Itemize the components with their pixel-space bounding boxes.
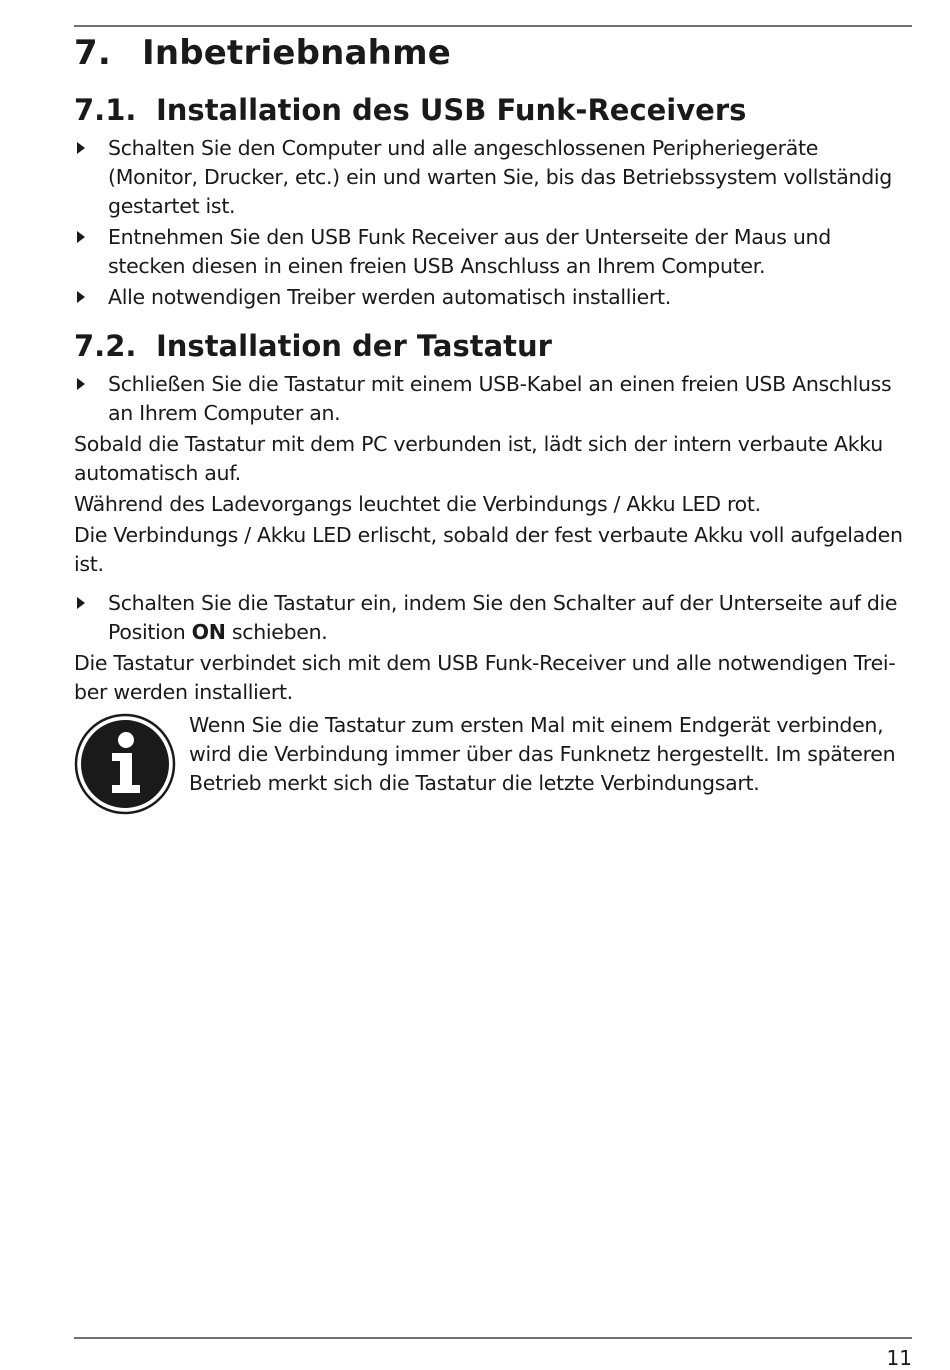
section-heading-keyboard (74, 326, 912, 366)
page-content (74, 30, 912, 815)
paragraph: Sobald die Tastatur mit dem PC verbunden ist, lädt sich der intern verbaute Akku automatisch auf. (74, 432, 883, 485)
paragraph: Die Verbindungs / Akku LED erlischt, sobald der fest verbaute Akku voll aufgeladen ist. (74, 523, 903, 576)
list-item-text: Entnehmen Sie den USB Funk Receiver aus der Unterseite der Maus und stecken diesen in einen freien USB Anschluss an Ihrem Computer. (108, 225, 831, 278)
chapter-title: Inbetriebnahme (142, 33, 451, 73)
list-item (74, 223, 912, 281)
list-item (74, 134, 912, 221)
section-number: 7.1. (74, 93, 137, 127)
list-item (74, 589, 912, 647)
page-number: 11 (886, 1346, 912, 1370)
info-icon (74, 713, 176, 815)
chapter-number: 7. (74, 33, 111, 73)
bold-text: ON (191, 620, 226, 644)
list-item (74, 370, 912, 428)
triangle-bullet-icon (74, 370, 108, 428)
header-rule (74, 25, 912, 27)
note-text: Wenn Sie die Tastatur zum ersten Mal mit einem Endgerät verbinden, wird die Verbindung immer über das Funknetz hergestellt. Im späteren Betrieb merkt sich die Tastatur die letzte Verbindungsart. (189, 713, 896, 795)
text-run: schieben. (225, 620, 328, 644)
section-title: Installation der Tastatur (156, 329, 552, 363)
triangle-bullet-icon (74, 134, 108, 221)
section-number: 7.2. (74, 329, 137, 363)
section-heading-receiver (74, 90, 912, 130)
list-item-text: Schalten Sie den Computer und alle angeschlossenen Peripheriegeräte (Monitor, Drucker, etc.) ein und warten Sie, bis das Betriebssystem vollständig gestartet ist. (108, 136, 893, 218)
chapter-heading (74, 30, 912, 76)
triangle-bullet-icon (74, 223, 108, 281)
paragraph: Die Tastatur verbindet sich mit dem USB Funk-Receiver und alle notwendigen Treiber werden installiert. (74, 651, 896, 704)
paragraph: Während des Ladevorgangs leuchtet die Verbindungs / Akku LED rot. (74, 492, 761, 516)
list-item-text (108, 589, 912, 647)
list-item (74, 283, 912, 312)
triangle-bullet-icon (74, 589, 108, 647)
list-item-text: Schließen Sie die Tastatur mit einem USB-Kabel an einen freien USB Anschluss an Ihrem Computer an. (108, 372, 892, 425)
footer-rule (74, 1337, 912, 1339)
info-note (74, 711, 912, 815)
triangle-bullet-icon (74, 283, 108, 312)
section-title: Installation des USB Funk-Receivers (156, 93, 747, 127)
text-run: Schalten Sie die Tastatur ein, indem Sie den Schalter auf der Unterseite auf die Position (108, 591, 898, 644)
list-item-text: Alle notwendigen Treiber werden automatisch installiert. (108, 285, 671, 309)
